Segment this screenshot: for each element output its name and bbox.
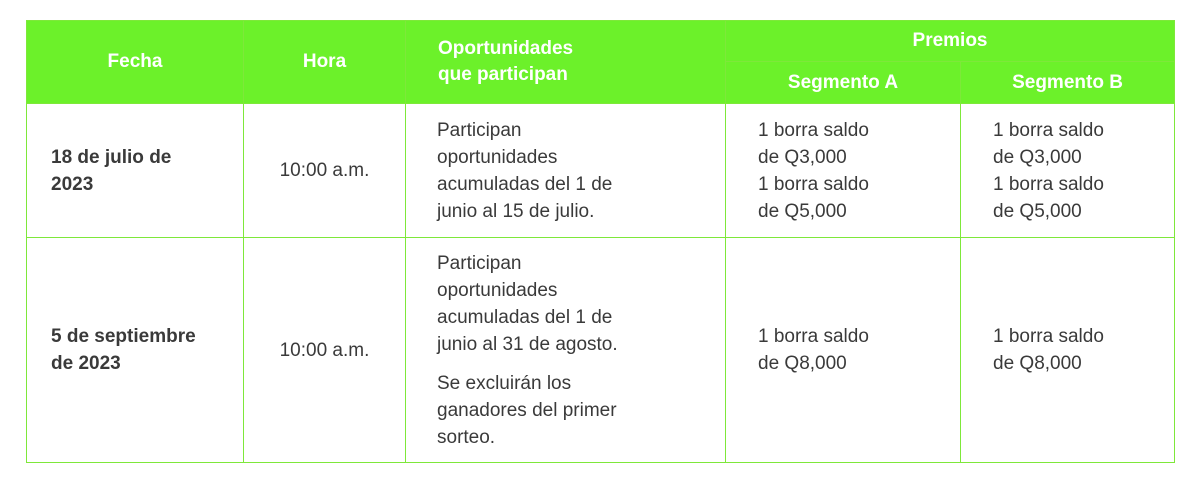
text-line: de Q3,000 xyxy=(993,146,1082,168)
text-line: de Q8,000 xyxy=(758,353,847,374)
header-fecha: Fecha xyxy=(27,21,244,104)
text-line: acumuladas del 1 de xyxy=(437,173,613,195)
text-line: Se excluirán los xyxy=(437,372,572,394)
fecha-line: 2023 xyxy=(51,173,94,195)
text-line: oportunidades xyxy=(437,146,558,168)
oportunidades-text xyxy=(437,117,725,225)
header-oportunidades-line1: Oportunidades xyxy=(438,38,574,59)
text-line: 1 borra saldo xyxy=(993,173,1104,195)
text-line: 1 borra saldo xyxy=(758,119,869,141)
fecha-line: de 2023 xyxy=(51,353,121,374)
header-hora: Hora xyxy=(244,21,406,104)
segmento-b-cell xyxy=(961,238,1175,463)
text-line: de Q3,000 xyxy=(758,146,847,168)
draw-schedule-table xyxy=(26,20,1175,463)
text-line: de Q8,000 xyxy=(993,353,1082,374)
header-oportunidades-line2: que participan xyxy=(438,64,568,85)
header-segmento-a: Segmento A xyxy=(726,62,961,104)
hora-cell: 10:00 a.m. xyxy=(244,238,406,463)
oportunidades-cell xyxy=(406,238,726,463)
fecha-cell xyxy=(27,238,244,463)
header-premios: Premios xyxy=(726,21,1175,62)
text-line: sorteo. xyxy=(437,426,496,448)
text-line: 1 borra saldo xyxy=(758,326,869,347)
segmento-a-cell xyxy=(726,238,961,463)
header-segmento-b: Segmento B xyxy=(961,62,1175,104)
text-line: junio al 31 de agosto. xyxy=(437,333,618,355)
text-line: Participan xyxy=(437,119,522,141)
text-line: de Q5,000 xyxy=(993,200,1082,222)
table-row xyxy=(27,104,1175,238)
segmento-a-cell xyxy=(726,104,961,238)
header-oportunidades xyxy=(406,21,726,104)
text-line: 1 borra saldo xyxy=(758,173,869,195)
oportunidades-note xyxy=(437,370,725,451)
text-line: Participan xyxy=(437,252,522,274)
text-line: junio al 15 de julio. xyxy=(437,200,595,222)
text-line: acumuladas del 1 de xyxy=(437,306,613,328)
text-line: 1 borra saldo xyxy=(993,326,1104,347)
table-row xyxy=(27,238,1175,463)
segmento-b-cell xyxy=(961,104,1175,238)
oportunidades-text xyxy=(437,250,725,358)
text-line: de Q5,000 xyxy=(758,200,847,222)
hora-cell: 10:00 a.m. xyxy=(244,104,406,238)
text-line: 1 borra saldo xyxy=(993,119,1104,141)
fecha-line: 5 de septiembre xyxy=(51,326,196,347)
fecha-line: 18 de julio de xyxy=(51,146,172,168)
oportunidades-cell xyxy=(406,104,726,238)
text-line: oportunidades xyxy=(437,279,558,301)
text-line: ganadores del primer xyxy=(437,399,617,421)
fecha-cell xyxy=(27,104,244,238)
